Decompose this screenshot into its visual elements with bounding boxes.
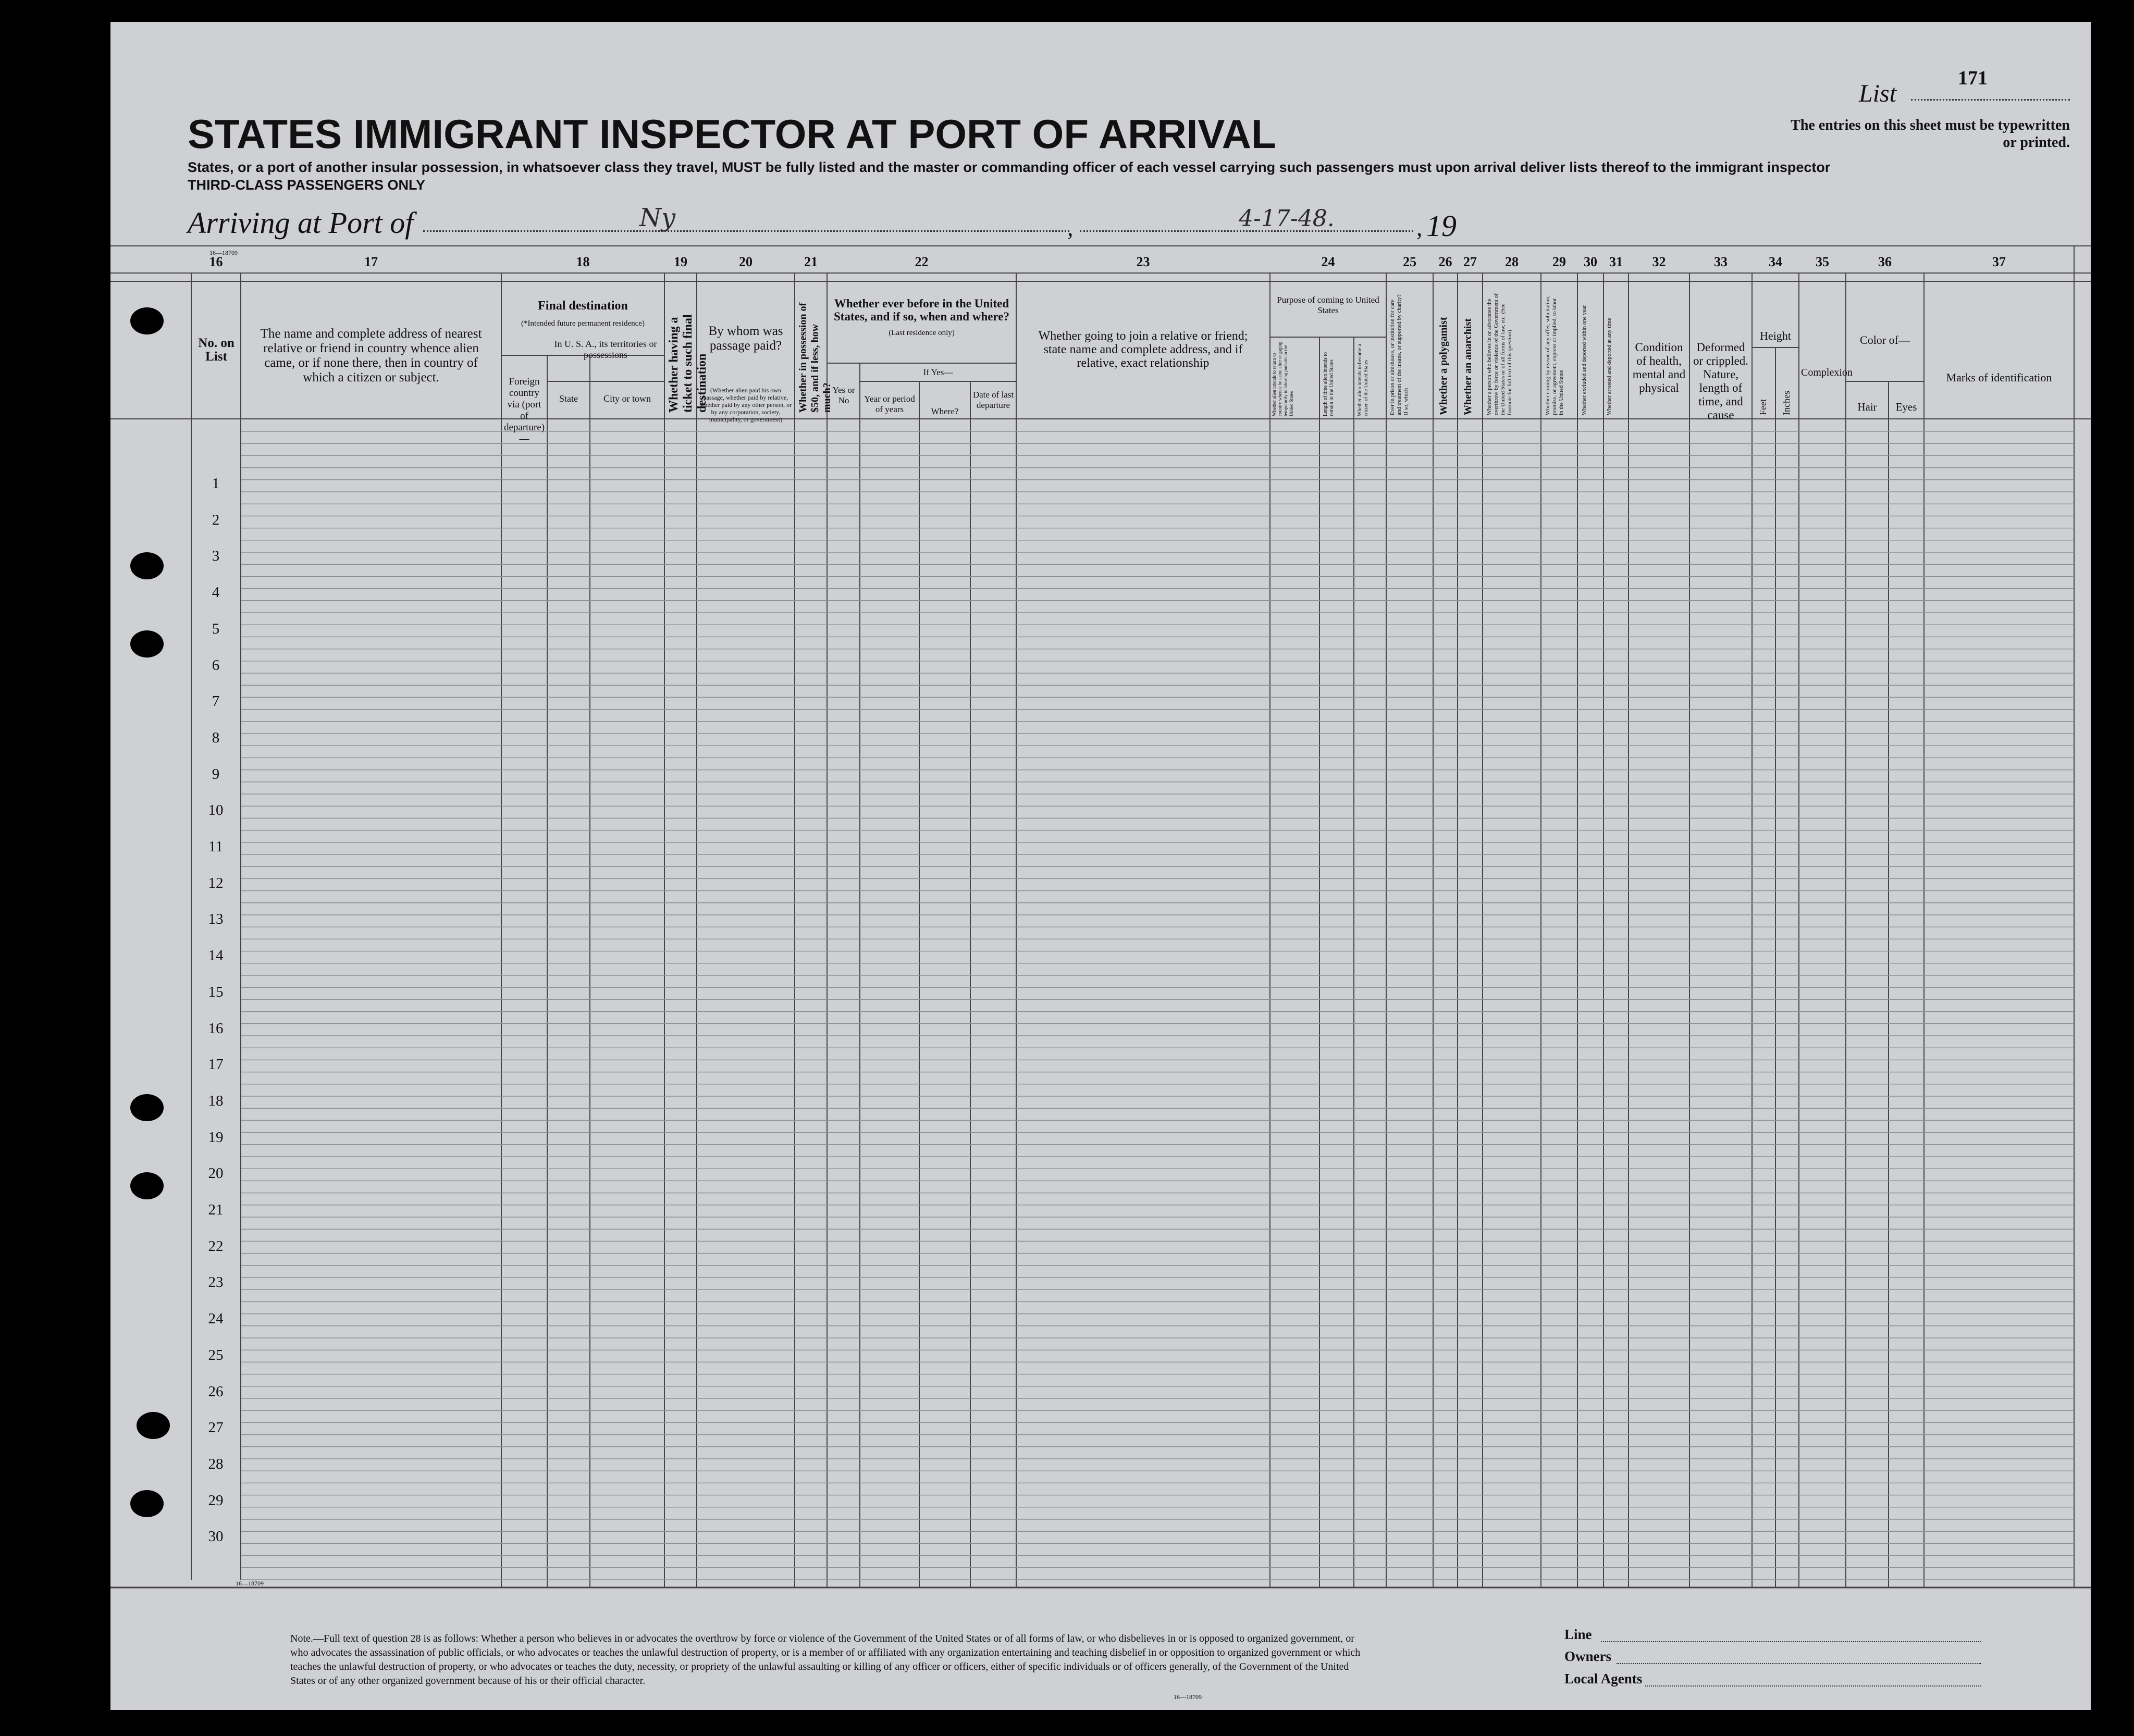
header-height: Height [1760,329,1791,342]
list-number: 171 [1958,67,1988,89]
header-ever-before-sub: (Last residence only) [889,329,955,337]
row-number: 11 [208,838,223,855]
row-number: 7 [212,693,220,710]
row-number: 10 [208,802,224,819]
col-num-31: 31 [1609,254,1623,269]
col-num-21: 21 [804,254,818,269]
header-anarchist: Whether an anarchist [1462,318,1474,415]
row-number: 8 [212,729,220,746]
row-number: 24 [208,1310,224,1328]
col-num-23: 23 [1136,254,1150,269]
header-city: City or town [603,393,651,404]
owners-label: Owners [1564,1648,1611,1664]
header-purpose-citizen: Whether alien intends to become a citizen of the United States [1357,344,1369,416]
row-number: 21 [208,1201,224,1218]
header-purpose-return: Whether alien intends to return to country whence he came after engaging temporarily in laboring pursuits in the United States [1272,341,1294,416]
header-foreign-country: Foreign country via (port of departure)— [503,376,545,444]
header-no-on-list: No. on List [198,336,235,364]
row-number: 25 [208,1346,224,1363]
header-purpose-length: Length of time alien intends to remain in the United States [1323,352,1335,416]
page-title: STATES IMMIGRANT INSPECTOR AT PORT OF ARRIVAL [188,111,1276,157]
form-number: 16—18709 [236,1580,264,1587]
col-num-33: 33 [1714,254,1728,269]
row-number: 2 [212,511,220,528]
col-num-36: 36 [1878,254,1892,269]
col-num-35: 35 [1816,254,1829,269]
local-agents-field[interactable] [1645,1685,1981,1687]
header-ever-before: Whether ever before in the United States, and if so, when and where? [834,297,1009,323]
col-num-22: 22 [915,254,929,269]
local-agents-label: Local Agents [1564,1671,1643,1687]
col-num-19: 19 [674,254,687,269]
header-state: State [559,393,578,404]
header-ticket: Whether having a ticket to such final destination [667,314,709,413]
instructions-line: States, or a port of another insular possession, in whatsoever class they travel, MUST be fully listed and the master or commanding officer of each vessel carrying such passengers must upon arrival deliver lists thereof to the immigrant inspector [188,159,1831,175]
header-health: Condition of health, mental and physical [1632,341,1686,394]
header-marks-identification: Marks of identification [1946,371,2052,384]
header-year: Year or period of years [864,394,915,414]
row-number: 12 [208,874,224,891]
row-number: 14 [208,947,224,964]
col-num-28: 28 [1505,254,1519,269]
comma: , [1067,214,1074,241]
header-final-destination: Final destination [538,299,628,313]
col-num-26: 26 [1438,254,1452,269]
form-grid [110,22,2091,1710]
year-prefix: 19 [1426,209,1457,243]
row-number: 6 [212,656,220,674]
row-number: 9 [212,765,220,783]
header-purpose: Purpose of coming to United States [1277,295,1379,315]
manifest-sheet [110,22,2091,1710]
header-complexion: Complexion [1801,367,1853,378]
header-color-of: Color of— [1860,333,1910,346]
row-number: 23 [208,1274,224,1291]
header-join-relative: Whether going to join a relative or friend; state name and complete address, and if relative, exact relationship [1038,329,1248,370]
header-arrested: Whether arrested and deported at any time [1606,318,1612,415]
header-if-yes: If Yes— [923,367,953,377]
form-number: 16—18709 [209,249,238,256]
row-number: 15 [208,983,224,1000]
col-num-18: 18 [576,254,590,269]
row-number: 18 [208,1092,224,1109]
col-num-24: 24 [1321,254,1335,269]
list-label: List [1859,80,1897,107]
row-number: 28 [208,1455,224,1472]
line-label: Line [1564,1627,1592,1642]
header-passage-paid-sub: (Whether alien paid his own passage, whether paid by relative, whether paid by any other person, or by any corporation, society, municipality, or government) [699,387,792,423]
row-number: 4 [212,584,220,601]
line-field[interactable] [1601,1641,1981,1642]
col-num-16: 16 [209,254,223,269]
col-num-32: 32 [1652,254,1666,269]
col-num-29: 29 [1552,254,1566,269]
row-number: 27 [208,1419,224,1436]
arriving-label: Arriving at Port of [188,206,414,240]
owners-field[interactable] [1617,1663,1981,1664]
form-number: 16—18709 [1174,1693,1202,1701]
entries-note: The entries on this sheet must be typewritten or printed. [1791,117,2070,151]
header-usa: In U. S. A., its territories or possessions [554,339,657,360]
col-num-30: 30 [1584,254,1597,269]
header-polygamist: Whether a polygamist [1438,317,1449,415]
row-number: 19 [208,1129,224,1146]
header-deformed: Deformed or crippled. Nature, length of time, and cause [1693,341,1748,421]
header-inches: Inches [1781,391,1792,415]
col-num-17: 17 [364,254,378,269]
row-number: 17 [208,1056,224,1073]
header-labor-offer: Whether coming by reason of any offer, solicitation, promise, or agreement, express or implied, to labor in the United States [1545,295,1564,415]
header-fifty-dollars: Whether in possession of $50, and if less, how much? [797,302,833,413]
row-number: 30 [208,1528,224,1545]
comma: , [1416,214,1423,241]
col-num-34: 34 [1769,254,1782,269]
class-line: THIRD-CLASS PASSENGERS ONLY [188,177,426,193]
header-yes-no: Yes or No [832,385,855,405]
row-number: 13 [208,911,224,928]
header-hair: Hair [1857,401,1877,413]
row-number: 1 [212,475,220,492]
header-passage-paid: By whom was passage paid? [708,324,783,353]
footnote: Note.—Full text of question 28 is as follows: Whether a person who believes in or advocates the overthrow by force or violence of the Government of the United States or of all forms of law, or who disbelieves in or is opposed to organized government, or who advocates the assassination of public officials, or who advocates or teaches the unlawful destruction of property, or is a member of or affiliated with any organization entertaining and teaching disbelief in or opposition to organized government or which teaches the unlawful destruction of property, or who advocates or teaches the duty, necessity, or propriety of the unlawful assaulting or killing of any officer or officers, either of specific individuals or of officers generally, of the Government of the United States or of any other organized government because of his or their official character. [290,1633,1361,1687]
row-number: 26 [208,1383,224,1400]
col-num-25: 25 [1403,254,1416,269]
header-excluded: Whether excluded and deported within one year [1581,305,1587,415]
header-nearest-relative: The name and complete address of nearest relative or friend in country whence alien came, or if none there, then in country of which a citizen or subject. [260,327,482,385]
date-field[interactable]: 4-17-48. [1239,205,1335,232]
row-number: 3 [212,548,220,565]
header-final-destination-sub: (*Intended future permanent residence) [521,319,645,328]
col-num-27: 27 [1463,254,1477,269]
col-num-20: 20 [739,254,753,269]
header-eyes: Eyes [1895,401,1917,413]
row-number: 20 [208,1165,224,1182]
header-date-departure: Date of last departure [972,390,1014,410]
header-prison: Ever in prison or almshouse, or institution for care and treatment of the insane, or supported by charity? If so, which [1389,294,1409,415]
port-field[interactable]: Ny [639,203,676,232]
header-overthrow: Whether a person who believes in or advocates the overthrow by force or violence of the Government of the United States or of all forms of law, etc. (See footnote for full text of this question) [1486,293,1513,415]
row-number: 16 [208,1020,224,1037]
row-number: 5 [212,620,220,637]
col-num-37: 37 [1992,254,2006,269]
row-number: 22 [208,1237,224,1255]
header-feet: Feet [1758,399,1768,415]
row-number: 29 [208,1492,224,1509]
header-where: Where? [931,406,959,416]
